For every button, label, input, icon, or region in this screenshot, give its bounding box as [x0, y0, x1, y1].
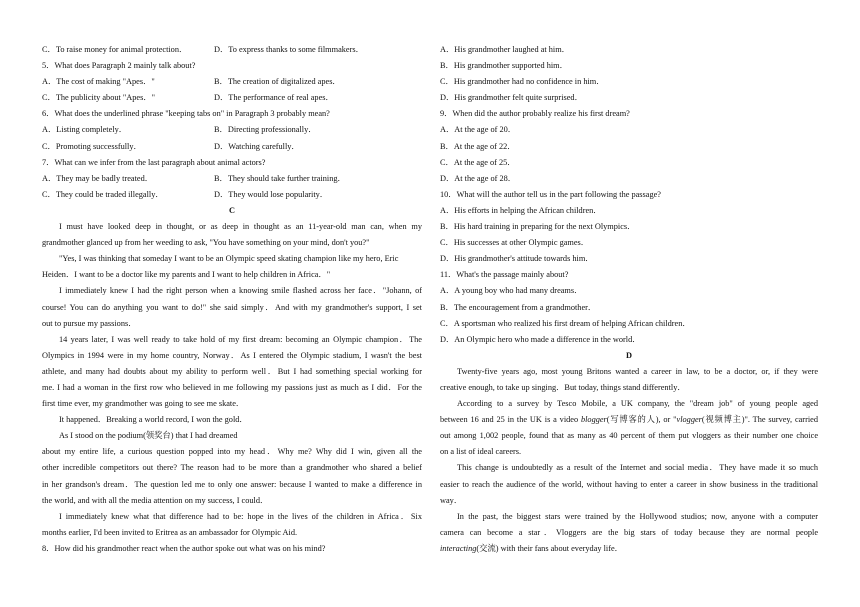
text-line: Olympics in 1994 were in my home country, Norway．As I entered the Olympic stadium, I wasn't the best [42, 350, 422, 360]
italic-term: blogger [580, 415, 607, 425]
italic-term: interacting [440, 543, 477, 553]
text-line: I immediately knew I had the right person when a knowing smile flashed across her face．"Johann, of [59, 286, 422, 296]
q8-option-a: A．His grandmother laughed at him． [440, 45, 570, 54]
q8-option-b: B．His grandmother supported him． [440, 61, 568, 71]
passage-c-paragraph-7 [42, 444, 422, 508]
q11-option-a: A．A young boy who had many dreams． [440, 286, 583, 296]
option-b: B．They should take further training． [214, 173, 346, 183]
text-line: first time ever, my grandmother was going to see me skate． [42, 399, 245, 409]
question-6: 6．What does the underlined phrase "keeping tabs on" in Paragraph 3 probably mean? [42, 109, 330, 119]
text-line: grandmother glanced up from her weeding to ask, "You have something on your mind, don't you?" [42, 238, 370, 248]
question-5: 5．What does Paragraph 2 mainly talk about? [42, 61, 196, 71]
q8-option-c: C．His grandmother had no confidence in him． [440, 77, 605, 87]
q10-option-c: C．His successes at other Olympic games． [440, 238, 590, 248]
option-d: D．They would lose popularity． [214, 189, 329, 199]
passage-c-paragraph-3 [42, 283, 422, 331]
q7-options-ab [42, 171, 422, 187]
text-span: (视频博主)". The survey, carried [701, 415, 818, 425]
text-line: months earlier, I'd been invited to Eritrea as an ambassador for Olympic Aid. [42, 527, 298, 537]
q9-option-a: A．At the age of 20． [440, 125, 517, 135]
italic-term: vlogger [676, 415, 702, 425]
q5-options-cd [42, 90, 422, 106]
passage-c-paragraph-1 [42, 219, 422, 251]
option-b: B．The creation of digitalized apes． [214, 77, 341, 87]
text-line: "Yes, I was thinking that someday I want to be an Olympic speed skating champion like my hero, Eric [59, 254, 399, 264]
q6-options-ab [42, 122, 422, 138]
option-c: C．To raise money for animal protection． [42, 45, 188, 54]
passage-c-paragraph-5: It happened．Breaking a world record, I won the gold． [59, 415, 248, 425]
text-line [440, 541, 818, 557]
q4-options-cd [42, 42, 422, 58]
text-line: camera can become a star．Vloggers are the big stars of today because they are normal people [440, 527, 818, 537]
text-line: athlete, and many had doubts about my ability to perform well．But I had something special working for [42, 366, 422, 376]
passage-c-paragraph-2 [42, 251, 422, 283]
option-d: D．To express thanks to some filmmakers． [214, 45, 364, 54]
question-7: 7．What can we infer from the last paragraph about animal actors? [42, 157, 266, 167]
option-a: A．Listing completely． [42, 125, 128, 135]
option-a: A．The cost of making "Apes．" [42, 77, 155, 87]
passage-c-paragraph-4 [42, 332, 422, 412]
q5-options-ab [42, 74, 422, 90]
text-line: I must have looked deep in thought, or as deep in thought as an 11-year-old man can, when my [59, 222, 422, 232]
q10-option-a: A．His efforts in helping the African children． [440, 205, 602, 215]
section-d-heading: D [626, 350, 632, 360]
option-d: D．Watching carefully． [214, 141, 300, 151]
text-line: I immediately knew what that difference had to be: hope in the lives of the children in Africa．Six [59, 511, 422, 521]
text-line: out to pursue my passions． [42, 318, 137, 328]
option-d: D．The performance of real apes． [214, 93, 334, 103]
passage-d-paragraph-2 [440, 396, 818, 460]
passage-d-paragraph-4 [440, 509, 818, 557]
text-line: about my entire life, a curious question popped into my head．Why me? Why did I win, given all the [42, 447, 422, 457]
text-line: creative enough, to take up singing．But today, things stand differently． [440, 382, 686, 392]
text-line: the world, and with all the media attention on my success, I could． [42, 495, 269, 505]
question-10: 10．What will the author tell us in the part following the passage? [440, 189, 661, 199]
q9-option-d: D．At the age of 28． [440, 173, 517, 183]
text-line: other incredible competitors out there? The reason had to be more than a grandmother who shared a belief [42, 463, 422, 473]
question-8: 8．How did his grandmother react when the author spoke out what was on his mind? [42, 543, 326, 553]
passage-d-paragraph-3 [440, 460, 818, 508]
q11-option-d: D．An Olympic hero who made a difference in the world． [440, 334, 641, 344]
option-b: B．Directing professionally． [214, 125, 317, 135]
q8-option-d: D．His grandmother felt quite surprised． [440, 93, 583, 103]
option-c: C．The publicity about "Apes．" [42, 93, 156, 103]
passage-c-paragraph-8 [42, 509, 422, 541]
text-line [440, 412, 818, 428]
text-line: in her grandson's dream．The question led me to only one answer: because I wanted to make a difference in [42, 479, 422, 489]
text-span: (交流) with their fans about everyday life． [476, 543, 623, 553]
text-line: Heiden．I want to be a doctor like my parents and I want to help children in Africa．" [42, 270, 331, 280]
question-9: 9．When did the author probably realize his first dream? [440, 109, 630, 119]
text-span: (写博客的人), or " [606, 415, 677, 425]
option-c: C．Promoting successfully． [42, 141, 142, 151]
passage-d-paragraph-1 [440, 364, 818, 396]
text-line: way． [440, 495, 463, 505]
text-line: 14 years later, I was well ready to take hold of my first dream: becoming an Olympic champion．The [59, 334, 422, 344]
text-line: on a list of ideal careers. [440, 447, 522, 457]
section-c-heading: C [229, 205, 235, 215]
text-line: This change is undoubtedly as a result of the Internet and social media．They have made it so much [457, 463, 818, 473]
right-column [440, 42, 818, 557]
text-line: me. I had a woman in the first row who believed in me following my passions just as much as I did．For the [42, 382, 422, 392]
q9-option-b: B．At the age of 22． [440, 141, 516, 151]
q10-option-b: B．His hard training in preparing for the next Olympics． [440, 222, 636, 232]
option-c: C．They could be traded illegally． [42, 189, 164, 199]
q10-option-d: D．His grandmother's attitude towards him． [440, 254, 594, 264]
text-line: out among 1,002 people, found that as many as 40 percent of them put vloggers as their number one choice [440, 431, 818, 441]
passage-c-paragraph-6: As I stood on the podium(领奖台) that I had dreamed [59, 431, 238, 441]
question-11: 11．What's the passage mainly about? [440, 270, 569, 280]
left-column [42, 42, 422, 557]
text-line: easier to reach the audience of the world, without having to enter a career in show business in the traditional [440, 479, 818, 489]
q9-option-c: C．At the age of 25． [440, 157, 516, 167]
text-line: According to a survey by Tesco Mobile, a UK company, the "dream job" of young people aged [457, 399, 818, 409]
option-a: A．They may be badly treated． [42, 173, 154, 183]
q7-options-cd [42, 187, 422, 203]
text-line: Twenty-five years ago, most young Britons wanted a career in law, to be a doctor, or, if they were [457, 366, 818, 376]
q11-option-b: B．The encouragement from a grandmother． [440, 302, 597, 312]
text-span: between 16 and 25 in the UK is a video [440, 415, 581, 425]
q6-options-cd [42, 139, 422, 155]
text-line: course! You can do anything you want to do!" she said simply．And with my grandmother's support, I set [42, 302, 422, 312]
text-line: In the past, the biggest stars were trained by the Hollywood studios; now, anyone with a computer [457, 511, 818, 521]
q11-option-c: C．A sportsman who realized his first dream of helping African children． [440, 318, 691, 328]
